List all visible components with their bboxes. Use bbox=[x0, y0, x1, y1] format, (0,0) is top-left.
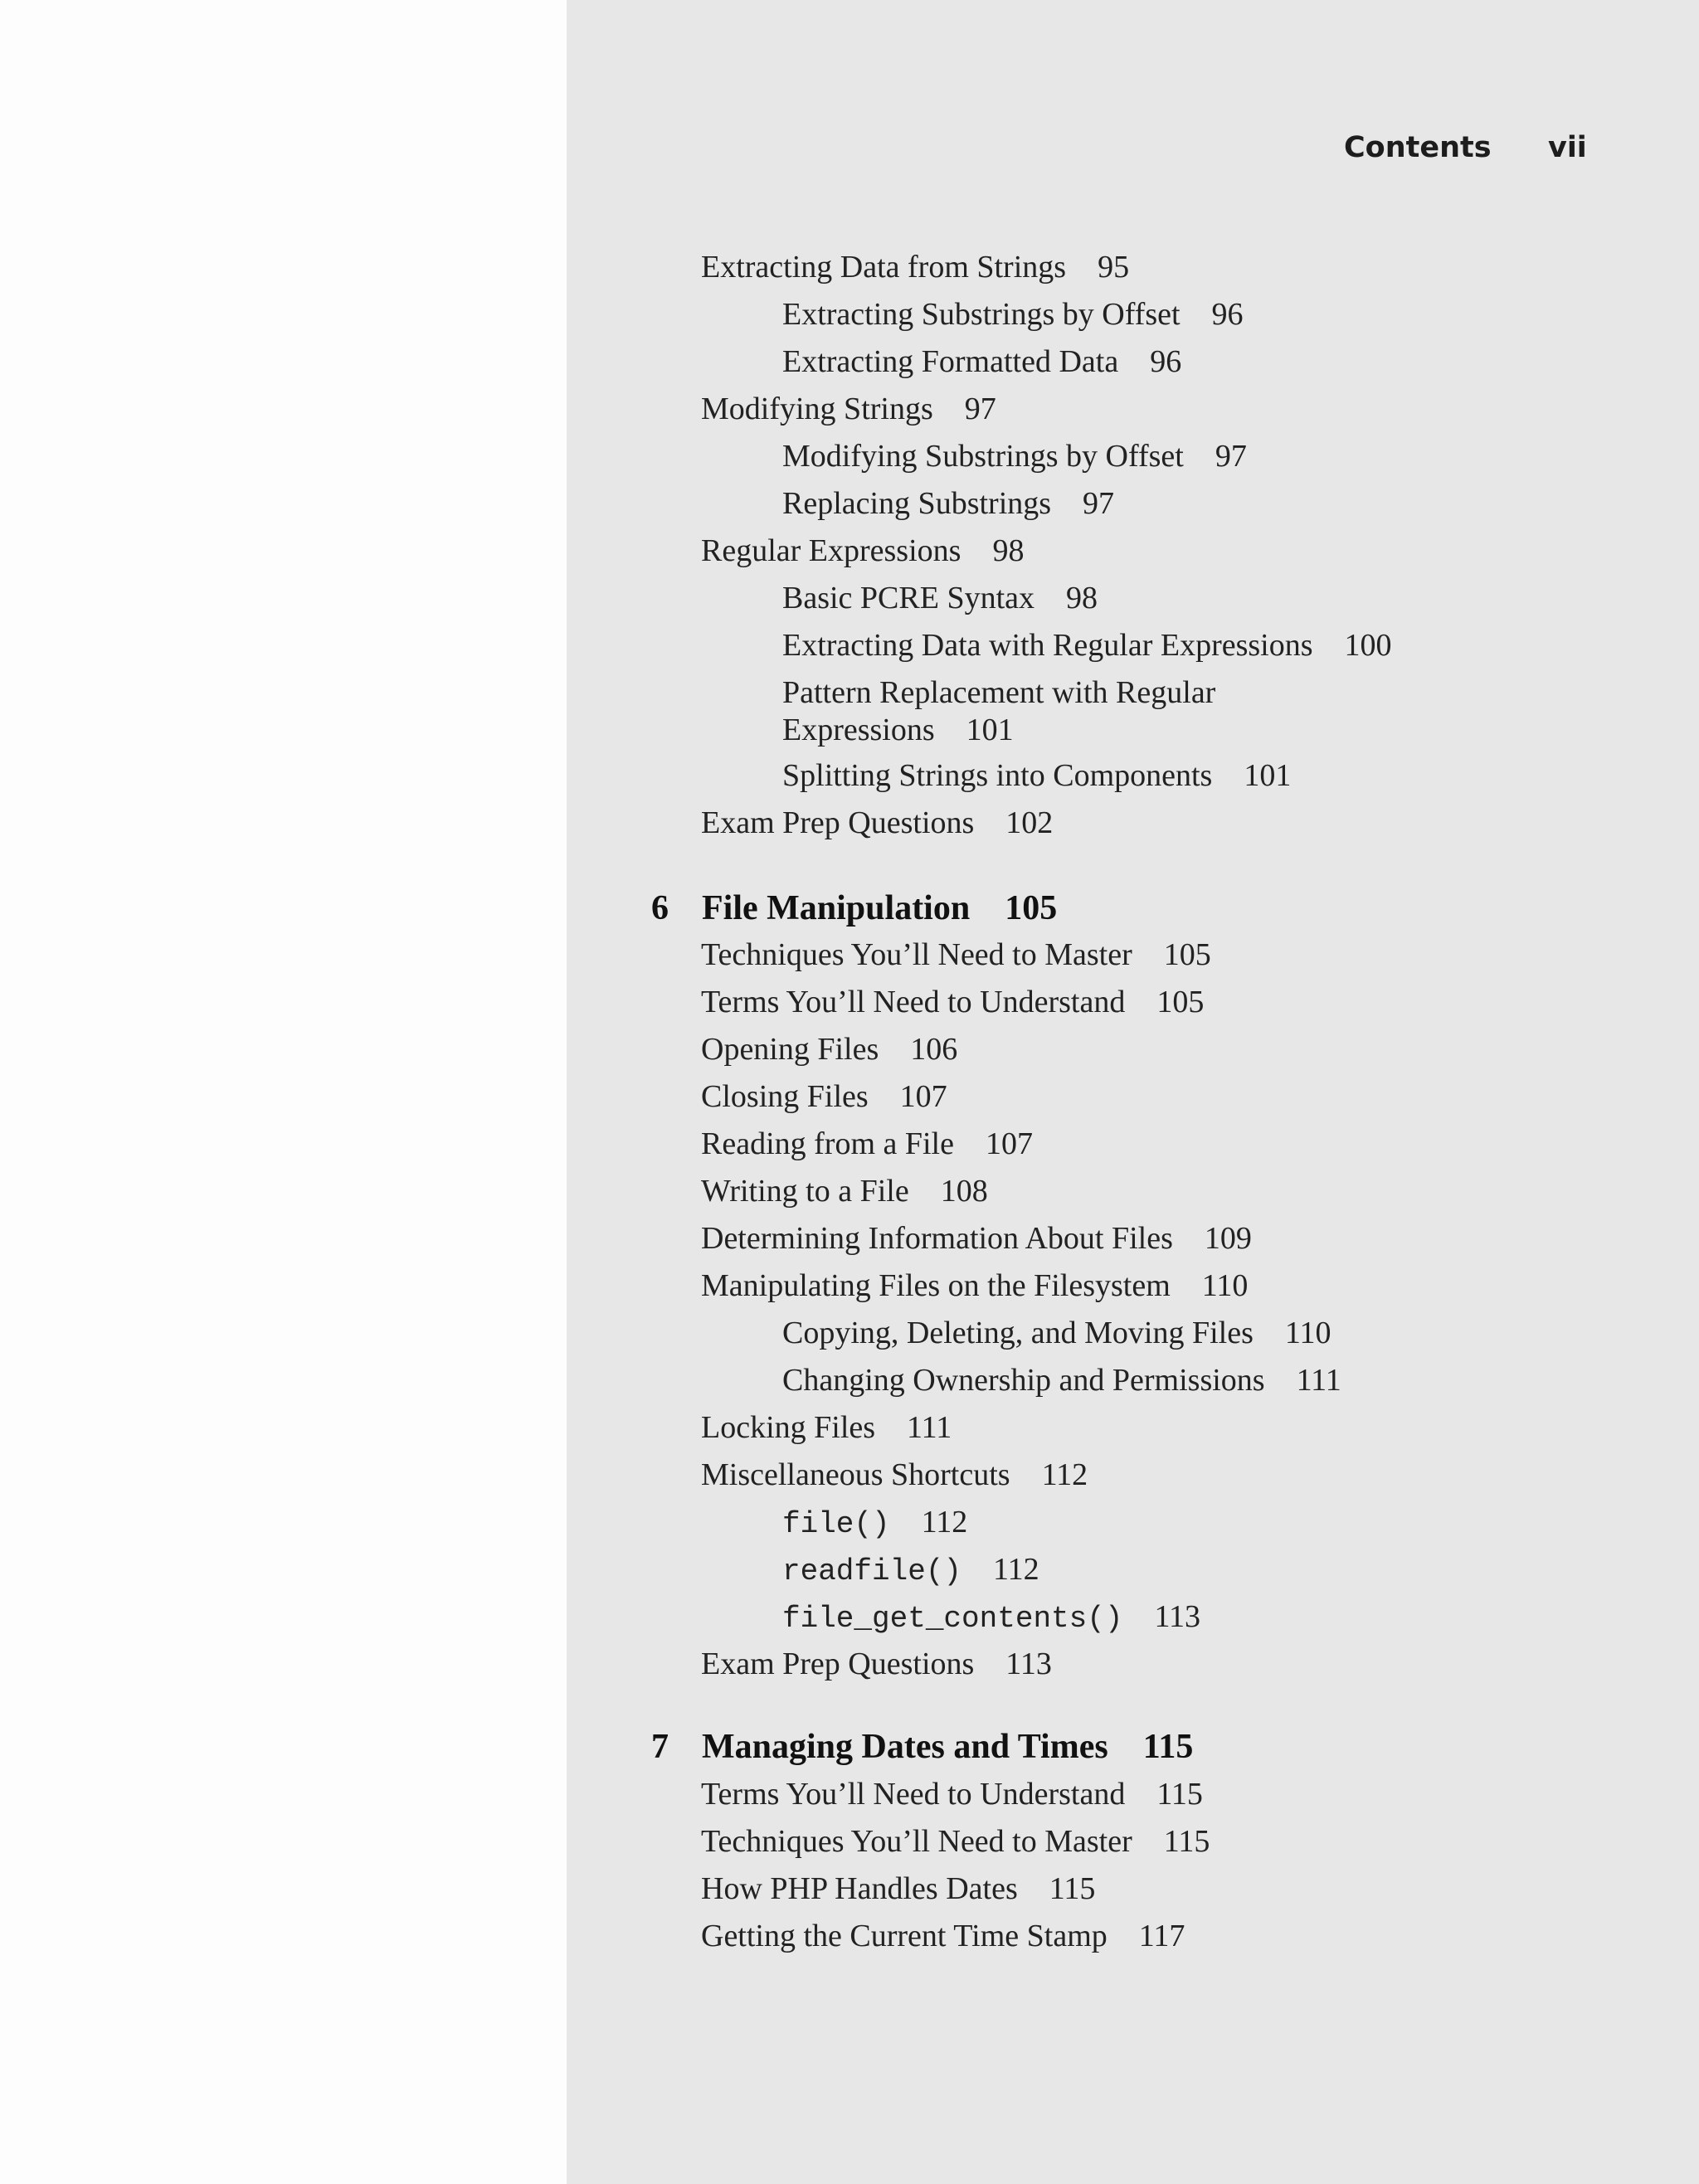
toc-entry-page: 117 bbox=[1138, 1919, 1185, 1953]
toc-entry-page: 109 bbox=[1204, 1221, 1252, 1256]
toc-entry-page: 96 bbox=[1150, 344, 1182, 379]
toc-entry[interactable] bbox=[782, 580, 1098, 617]
toc-entry[interactable] bbox=[782, 1315, 1331, 1352]
toc-entry-title: Regular Expressions bbox=[701, 533, 961, 568]
toc-entry-title: Exam Prep Questions bbox=[701, 1647, 975, 1681]
toc-entry-title: Extracting Substrings by Offset bbox=[782, 297, 1181, 332]
toc-entry[interactable] bbox=[701, 533, 1024, 570]
toc-entry-page: 107 bbox=[985, 1126, 1033, 1161]
toc-entry[interactable] bbox=[701, 805, 1053, 842]
toc-entry-title: Locking Files bbox=[701, 1410, 876, 1445]
toc-entry-title: Modifying Substrings by Offset bbox=[782, 439, 1184, 474]
toc-entry[interactable] bbox=[782, 1504, 967, 1543]
toc-entry[interactable] bbox=[782, 674, 1313, 749]
toc-entry[interactable] bbox=[701, 1457, 1088, 1494]
toc-entry-title: Replacing Substrings bbox=[782, 486, 1052, 521]
table-of-contents bbox=[567, 0, 1699, 2184]
toc-entry[interactable] bbox=[701, 1776, 1203, 1813]
toc-entry-page: 101 bbox=[1244, 758, 1292, 793]
toc-entry-page: 98 bbox=[992, 533, 1025, 568]
toc-entry-title: Changing Ownership and Permissions bbox=[782, 1363, 1265, 1398]
chapter-number: 6 bbox=[651, 889, 669, 927]
toc-entry[interactable] bbox=[701, 1646, 1052, 1683]
page-sheet bbox=[567, 0, 1699, 2184]
toc-entry-title: Miscellaneous Shortcuts bbox=[701, 1457, 1010, 1492]
toc-entry-page: 97 bbox=[1083, 486, 1115, 521]
toc-entry-title: Techniques You’ll Need to Master bbox=[701, 937, 1132, 972]
toc-entry-title: Extracting Data from Strings bbox=[701, 250, 1067, 285]
toc-entry-page: 100 bbox=[1344, 628, 1392, 663]
toc-entry-title: Opening Files bbox=[701, 1032, 879, 1067]
toc-entry-page: 115 bbox=[1163, 1824, 1210, 1859]
running-head-title: Contents bbox=[1344, 131, 1492, 164]
toc-entry-title: Pattern Replacement with Regular Expressions bbox=[782, 675, 1216, 747]
toc-entry-page: 105 bbox=[1163, 937, 1211, 972]
toc-entry-page: 96 bbox=[1211, 297, 1244, 332]
toc-entry-page: 115 bbox=[1156, 1777, 1203, 1812]
toc-entry-title: Basic PCRE Syntax bbox=[782, 581, 1035, 615]
toc-entry-title: Getting the Current Time Stamp bbox=[701, 1919, 1108, 1953]
toc-entry-title: file() bbox=[782, 1507, 890, 1541]
toc-entry[interactable] bbox=[782, 438, 1247, 475]
toc-entry-title: Reading from a File bbox=[701, 1126, 954, 1161]
toc-entry-page: 113 bbox=[1154, 1599, 1201, 1634]
toc-entry-page: 111 bbox=[907, 1410, 952, 1445]
toc-entry-page: 112 bbox=[921, 1505, 968, 1540]
toc-entry-page: 97 bbox=[964, 392, 996, 426]
toc-entry-page: 110 bbox=[1201, 1268, 1249, 1303]
toc-entry-page: 112 bbox=[993, 1552, 1039, 1587]
toc-entry-title: Determining Information About Files bbox=[701, 1221, 1173, 1256]
running-head-page-number: vii bbox=[1548, 131, 1587, 164]
toc-entry[interactable] bbox=[782, 627, 1392, 664]
toc-entry-title: Extracting Formatted Data bbox=[782, 344, 1119, 379]
toc-entry-title: readfile() bbox=[782, 1554, 962, 1588]
toc-entry[interactable] bbox=[701, 1823, 1210, 1861]
toc-entry-page: 113 bbox=[1005, 1647, 1052, 1681]
toc-entry[interactable] bbox=[782, 1598, 1200, 1637]
toc-entry-title: Terms You’ll Need to Understand bbox=[701, 1777, 1126, 1812]
toc-entry-page: 98 bbox=[1066, 581, 1098, 615]
chapter-page: 115 bbox=[1142, 1728, 1194, 1766]
toc-entry-title: Extracting Data with Regular Expressions bbox=[782, 628, 1313, 663]
toc-entry[interactable] bbox=[701, 1220, 1252, 1257]
toc-entry-page: 110 bbox=[1284, 1316, 1331, 1350]
toc-entry-title: How PHP Handles Dates bbox=[701, 1871, 1018, 1906]
toc-entry[interactable] bbox=[701, 1409, 952, 1447]
toc-entry-page: 95 bbox=[1098, 250, 1130, 285]
toc-entry[interactable] bbox=[701, 1918, 1185, 1955]
toc-entry-page: 107 bbox=[899, 1079, 947, 1114]
toc-entry[interactable] bbox=[701, 1267, 1248, 1305]
chapter-number: 7 bbox=[651, 1728, 669, 1766]
toc-entry[interactable] bbox=[701, 1031, 957, 1068]
toc-entry[interactable] bbox=[782, 485, 1114, 523]
toc-entry-title: Modifying Strings bbox=[701, 392, 933, 426]
chapter-title: File Manipulation bbox=[702, 889, 971, 927]
chapter-title: Managing Dates and Times bbox=[702, 1728, 1108, 1766]
toc-entry[interactable] bbox=[701, 1078, 947, 1116]
toc-entry[interactable] bbox=[782, 343, 1181, 381]
toc-entry-title: Exam Prep Questions bbox=[701, 805, 975, 840]
toc-entry-title: Copying, Deleting, and Moving Files bbox=[782, 1316, 1254, 1350]
toc-entry-page: 97 bbox=[1215, 439, 1247, 474]
chapter-page: 105 bbox=[1005, 889, 1058, 927]
toc-entry[interactable] bbox=[782, 296, 1244, 333]
toc-entry-title: Techniques You’ll Need to Master bbox=[701, 1824, 1132, 1859]
toc-entry-title: Writing to a File bbox=[701, 1174, 909, 1209]
toc-entry-page: 102 bbox=[1005, 805, 1054, 840]
toc-entry-title: Closing Files bbox=[701, 1079, 869, 1114]
toc-entry[interactable] bbox=[701, 984, 1204, 1021]
toc-entry-title: Terms You’ll Need to Understand bbox=[701, 985, 1126, 1019]
toc-entry[interactable] bbox=[701, 1173, 988, 1210]
toc-entry[interactable] bbox=[701, 391, 996, 428]
toc-entry-title: file_get_contents() bbox=[782, 1602, 1123, 1636]
toc-entry-page: 112 bbox=[1041, 1457, 1088, 1492]
toc-entry-page: 111 bbox=[1296, 1363, 1341, 1398]
toc-entry-page: 101 bbox=[966, 713, 1014, 747]
toc-entry[interactable] bbox=[701, 1126, 1033, 1163]
toc-entry-page: 105 bbox=[1156, 985, 1205, 1019]
toc-entry-page: 108 bbox=[940, 1174, 988, 1209]
toc-entry-page: 106 bbox=[910, 1032, 958, 1067]
toc-entry[interactable] bbox=[701, 936, 1211, 974]
toc-entry[interactable] bbox=[782, 1551, 1039, 1590]
toc-entry[interactable] bbox=[782, 757, 1291, 795]
toc-entry-page: 115 bbox=[1049, 1871, 1096, 1906]
toc-entry-title: Manipulating Files on the Filesystem bbox=[701, 1268, 1171, 1303]
toc-entry[interactable] bbox=[701, 249, 1129, 286]
toc-entry[interactable] bbox=[782, 1362, 1341, 1399]
toc-entry[interactable] bbox=[701, 1870, 1095, 1908]
toc-entry-title: Splitting Strings into Components bbox=[782, 758, 1213, 793]
